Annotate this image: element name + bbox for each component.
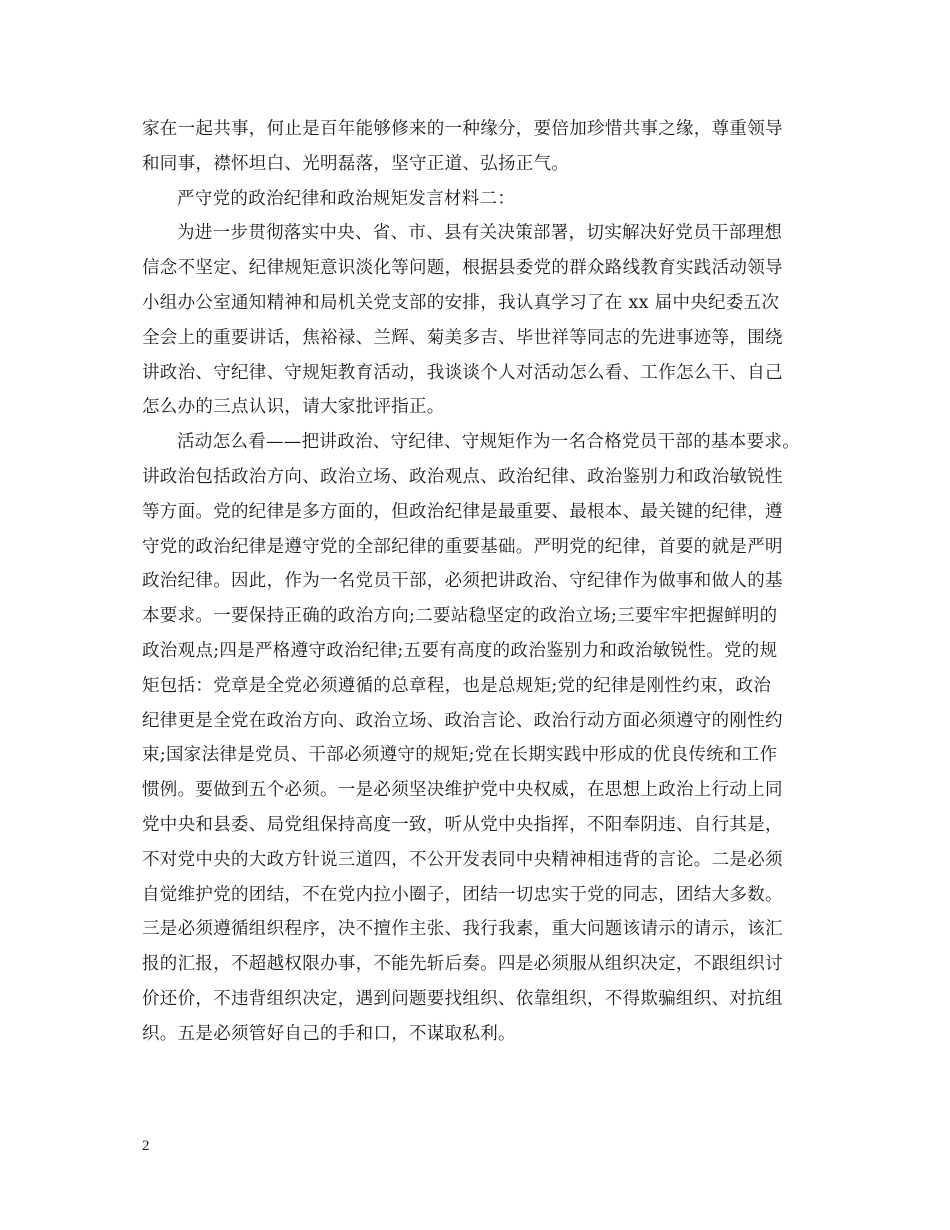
text-line: 本要求。一要保持正确的政治方向;二要站稳坚定的政治立场;三要牢牢把握鲜明的	[142, 606, 778, 627]
text-line: 政治观点;四是严格遵守政治纪律;五要有高度的政治鉴别力和政治敏锐性。党的规	[142, 640, 778, 661]
text-line: 纪律更是全党在政治方向、政治立场、政治言论、政治行动方面必须遵守的刚性约	[142, 710, 783, 731]
text-line: 价还价，不违背组织决定，遇到问题要找组织、依靠组织，不得欺骗组织、对抗组	[142, 988, 783, 1009]
section-heading: 严守党的政治纪律和政治规矩发言材料二：	[177, 188, 516, 209]
text-line: 怎么办的三点认识，请大家批评指正。	[142, 397, 445, 418]
page-number: 2	[142, 1138, 150, 1154]
text-line: 惯例。要做到五个必须。一是必须坚决维护党中央权威，在思想上政治上行动上同	[142, 780, 783, 801]
text-line: 自觉维护党的团结，不在党内拉小圈子，团结一切忠实于党的同志，团结大多数。	[142, 884, 783, 905]
text-line: 信念不坚定、纪律规矩意识淡化等问题，根据县委党的群众路线教育实践活动领导	[142, 258, 783, 279]
text-line: 讲政治包括政治方向、政治立场、政治观点、政治纪律、政治鉴别力和政治敏锐性	[142, 466, 783, 487]
text-line: 不对党中央的大政方针说三道四，不公开发表同中央精神相违背的言论。二是必须	[142, 849, 783, 870]
text-line: 全会上的重要讲话，焦裕禄、兰辉、菊美多吉、毕世祥等同志的先进事迹等，围绕	[142, 327, 783, 348]
text-line: 束;国家法律是党员、干部必须遵守的规矩;党在长期实践中形成的优良传统和工作	[142, 745, 778, 766]
text-line: 织。五是必须管好自己的手和口，不谋取私利。	[142, 1023, 516, 1044]
text-line: 讲政治、守纪律、守规矩教育活动，我谈谈个人对活动怎么看、工作怎么干、自己	[142, 362, 783, 383]
text-line: 三是必须遵循组织程序，决不擅作主张、我行我素，重大问题该请示的请示，该汇	[142, 919, 783, 940]
text-line: 和同事，襟怀坦白、光明磊落，坚守正道、弘扬正气。	[142, 153, 570, 174]
paragraph-first-line: 为进一步贯彻落实中央、省、市、县有关决策部署，切实解决好党员干部理想	[177, 223, 783, 244]
text-line: 小组办公室通知精神和局机关党支部的安排，我认真学习了在 xx 届中央纪委五次	[142, 292, 780, 313]
text-line: 家在一起共事，何止是百年能够修来的一种缘分，要倍加珍惜共事之缘，尊重领导	[142, 119, 783, 139]
text-line: 政治纪律。因此，作为一名党员干部，必须把讲政治、守纪律作为做事和做人的基	[142, 571, 783, 592]
paragraph-first-line: 活动怎么看——把讲政治、守纪律、守规矩作为一名合格党员干部的基本要求。	[177, 432, 800, 453]
text-line: 守党的政治纪律是遵守党的全部纪律的重要基础。严明党的纪律，首要的就是严明	[142, 536, 783, 557]
text-line: 党中央和县委、局党组保持高度一致，听从党中央指挥，不阳奉阴违、自行其是，	[142, 814, 783, 835]
text-line: 矩包括：党章是全党必须遵循的总章程，也是总规矩;党的纪律是刚性约束，政治	[142, 675, 772, 696]
document-body	[142, 112, 822, 1052]
text-line: 等方面。党的纪律是多方面的，但政治纪律是最重要、最根本、最关键的纪律，遵	[142, 501, 783, 522]
text-line: 报的汇报，不超越权限办事，不能先斩后奏。四是必须服从组织决定，不跟组织讨	[142, 954, 783, 975]
